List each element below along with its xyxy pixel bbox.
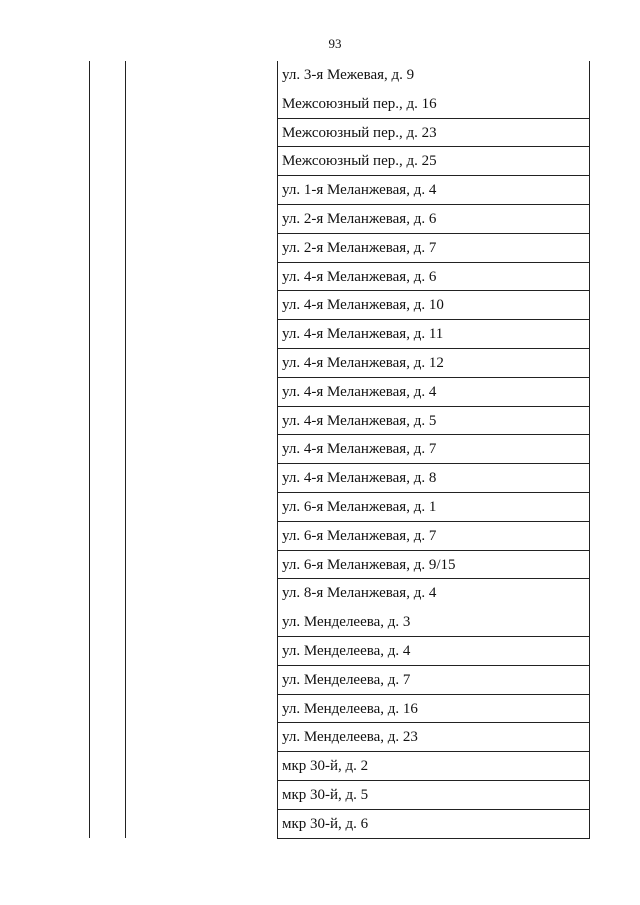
address-row: ул. 4-я Меланжевая, д. 10: [278, 291, 589, 320]
address-row: ул. 6-я Меланжевая, д. 1: [278, 493, 589, 522]
address-row: ул. 8-я Меланжевая, д. 4: [282, 585, 437, 602]
address-row: ул. Менделеева, д. 4: [278, 637, 589, 666]
address-row: ул. 4-я Меланжевая, д. 5: [278, 407, 589, 436]
table-column-border-middle: [125, 61, 126, 838]
address-table: [277, 61, 590, 839]
address-row: ул. 2-я Меланжевая, д. 6: [278, 205, 589, 234]
page-number: 93: [328, 36, 342, 51]
address-row: мкр 30-й, д. 6: [278, 810, 589, 839]
address-row: ул. 6-я Меланжевая, д. 7: [278, 522, 589, 551]
address-row: Межсоюзный пер., д. 23: [278, 119, 589, 148]
address-row: Межсоюзный пер., д. 16: [278, 90, 589, 119]
address-row: ул. 4-я Меланжевая, д. 4: [278, 378, 589, 407]
address-row: ул. Менделеева, д. 23: [278, 723, 589, 752]
address-row: Межсоюзный пер., д. 25: [278, 147, 589, 176]
address-row: ул. 1-я Меланжевая, д. 4: [278, 176, 589, 205]
address-row: мкр 30-й, д. 5: [278, 781, 589, 810]
address-row: ул. Менделеева, д. 16: [278, 695, 589, 724]
address-row: ул. 6-я Меланжевая, д. 9/15: [278, 551, 589, 580]
table-column-border-left: [89, 61, 90, 838]
address-row: ул. Менделеева, д. 3: [278, 608, 589, 637]
address-row: ул. 4-я Меланжевая, д. 6: [278, 263, 589, 292]
address-row: мкр 30-й, д. 2: [278, 752, 589, 781]
address-row: ул. 4-я Меланжевая, д. 8: [278, 464, 589, 493]
address-row: ул. 3-я Межевая, д. 9: [282, 67, 415, 83]
address-row: ул. 2-я Меланжевая, д. 7: [278, 234, 589, 263]
address-row: ул. Менделеева, д. 7: [278, 666, 589, 695]
address-row: ул. 4-я Меланжевая, д. 12: [278, 349, 589, 378]
address-row: ул. 4-я Меланжевая, д. 7: [278, 435, 589, 464]
address-row: ул. 4-я Меланжевая, д. 11: [278, 320, 589, 349]
